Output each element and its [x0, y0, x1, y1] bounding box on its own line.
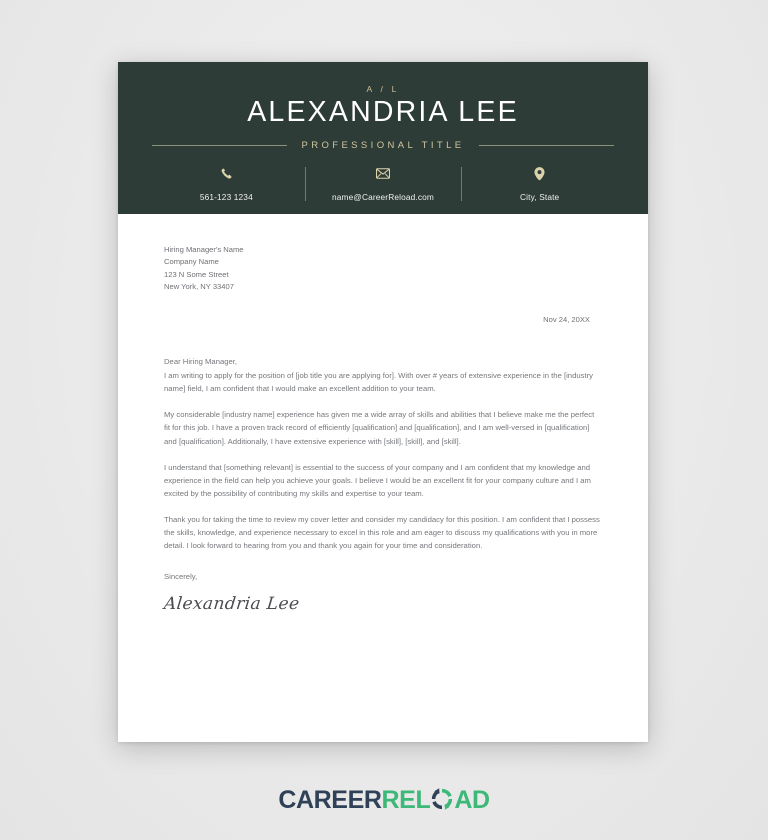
brand-text-ad: AD — [454, 786, 490, 814]
divider-rule-right — [479, 145, 614, 146]
phone-icon — [154, 166, 299, 181]
brand-text-career: CAREER — [278, 786, 382, 814]
professional-title: PROFESSIONAL TITLE — [301, 139, 465, 151]
divider-rule-left — [152, 145, 287, 146]
cover-letter-document — [118, 62, 648, 742]
letter-body — [118, 214, 648, 614]
body-paragraph: Thank you for taking the time to review my cover letter and consider my candidacy for this position. I am confident that I possess the skills, knowledge, and experience necessary to excel in this role and am eager to discuss my qualifications with you in more detail. I look forward to hearing from you and thank you again for your time and consideration. — [164, 514, 600, 551]
monogram-initials: A / L — [366, 84, 400, 94]
careerreload-logo[interactable] — [0, 786, 768, 815]
recipient-address-block — [164, 244, 602, 293]
contact-phone-text: 561-123 1234 — [199, 191, 253, 202]
brand-text-rel: REL — [381, 786, 431, 814]
contact-email-text: name@CareerReload.com — [332, 191, 434, 202]
page-title: ALEXANDRIA LEE — [247, 96, 519, 128]
salutation: Dear Hiring Manager, — [164, 357, 238, 367]
closing-line: Sincerely, — [164, 572, 198, 582]
contact-row — [148, 166, 618, 205]
letter-header-band — [118, 62, 648, 214]
reload-circular-arrow-icon — [430, 787, 454, 816]
contact-location-text: City, State — [520, 191, 560, 202]
contact-phone[interactable] — [148, 166, 305, 205]
signature: Alexandria Lee — [162, 594, 301, 615]
body-paragraph: My considerable [industry name] experience has given me a wide array of skills and abilities that I believe make me the perfect fit for this job. I have a proven track record of efficiently [qualification] and [qualification], and I am well-versed in [qualification] and [qualification]. Additionally, I have extensive experience with [skill], [skill], and [skill]. — [164, 410, 595, 446]
recipient-line: Hiring Manager's Name — [164, 245, 244, 254]
envelope-icon — [311, 166, 456, 181]
recipient-line: New York, NY 33407 — [164, 281, 234, 291]
location-pin-icon — [467, 166, 612, 181]
body-paragraph: I understand that [something relevant] is essential to the success of your company and I am confident that my knowledge and experience in the field can help you achieve your goals. I believe I would be an excellent fit for your company culture and I am excited by the possibility of contributing my skills and expertise to your team. — [164, 462, 591, 498]
contact-email[interactable] — [305, 166, 462, 205]
recipient-line: Company Name — [164, 257, 219, 267]
letter-date: Nov 24, 20XX — [543, 315, 590, 325]
contact-location[interactable] — [461, 166, 618, 205]
body-paragraph: I am writing to apply for the position of [job title you are applying for]. With over # years of extensive experience in the [industry name] field, I am confident that I would make an excellent addition to your team. — [164, 371, 594, 394]
professional-title-row — [148, 140, 618, 151]
recipient-line: 123 N Some Street — [164, 269, 229, 279]
